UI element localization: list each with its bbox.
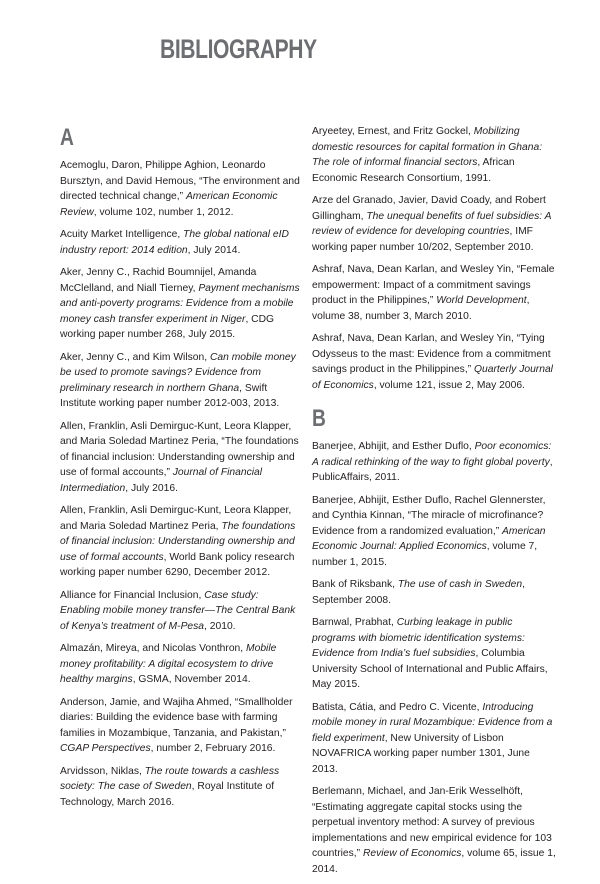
entry-text: , IMF working paper number 10/202, September 2010. <box>312 226 534 253</box>
entry-text: , September 2008. <box>312 579 525 606</box>
bibliography-column-left <box>60 124 300 817</box>
entry-text: , CDG working paper number 268, July 2015. <box>60 313 275 340</box>
entry-title-italic: American Economic Journal: Applied Economics <box>312 525 546 552</box>
entry-text: Allen, Franklin, Asli Demirguc-Kunt, Leora Klapper, and Maria Soledad Martinez Peria, <box>60 505 292 532</box>
bibliography-entry <box>312 493 558 571</box>
entry-title-italic: American Economic Review <box>60 191 278 218</box>
entry-title-italic: CGAP Perspectives <box>60 743 151 754</box>
entry-text: , GSMA, November 2014. <box>132 674 251 685</box>
entry-text: , volume 7, number 1, 2015. <box>312 541 538 568</box>
bibliography-entry <box>60 419 300 497</box>
entry-text: Bank of Riksbank, <box>312 579 398 590</box>
bibliography-entry <box>312 784 558 877</box>
bibliography-entry <box>312 700 558 778</box>
entry-text: Almazán, Mireya, and Nicolas Vonthron, <box>60 643 247 654</box>
entry-text: , July 2016. <box>125 482 178 494</box>
entry-title-italic: The route towards a cashless society: The case of Sweden <box>60 765 280 792</box>
entry-title-italic: Payment mechanisms and anti-poverty programs: Evidence from a mobile money cash transfer experiment in Niger <box>60 282 300 325</box>
entry-title-italic: Poor economics: A radical rethinking of the way to fight global poverty <box>312 441 552 468</box>
bibliography-entry <box>60 641 300 688</box>
entry-text: , Columbia University School of International and Public Affairs, May 2015. <box>312 648 548 690</box>
entry-text: Aker, Jenny C., and Kim Wilson, <box>60 351 210 363</box>
entry-text: Batista, Cátia, and Pedro C. Vicente, <box>312 701 483 713</box>
entry-title-italic: The unequal benefits of fuel subsidies: A review of evidence for developing countries <box>312 210 552 237</box>
entry-text: , volume 38, number 3, March 2010. <box>312 295 530 322</box>
entry-text: Ashraf, Nava, Dean Karlan, and Wesley Yin, “Female empowerment: Impact of a commitment savings product in the Philippines,” <box>312 264 555 306</box>
entry-text: Banerjee, Abhijit, Esther Duflo, Rachel Glennerster, and Cynthia Kinnan, “The miracle of microfinance? Evidence from a randomized evaluation,” <box>312 494 546 537</box>
entry-title-italic: Case study: Enabling mobile money transfer—The Central Bank of Kenya’s treatment of M-Pesa <box>60 589 296 632</box>
entry-text: Aryeetey, Ernest, and Fritz Gockel, <box>312 126 474 137</box>
entry-text: , number 2, February 2016. <box>150 743 276 754</box>
entry-text: Banerjee, Abhijit, and Esther Duflo, <box>312 441 475 452</box>
entry-text: Berlemann, Michael, and Jan-Erik Wesselhöft, “Estimating aggregate capital stocks using the perpetual inventory method: A survey of previous implementations and new empirical evidence for 103 countries,” <box>312 786 552 859</box>
bibliography-entry <box>312 615 558 693</box>
entry-text: Acuity Market Intelligence, <box>60 229 184 240</box>
entry-text: , PublicAffairs, 2011. <box>312 456 553 483</box>
entry-text: Acemoglu, Daron, Philippe Aghion, Leonardo Bursztyn, and David Hemous, “The environment and directed technical change,” <box>60 160 300 202</box>
entry-title-italic: The foundations of financial inclusion: Understanding ownership and use of formal accounts <box>60 520 296 563</box>
entry-text: Allen, Franklin, Asli Demirguc-Kunt, Leora Klapper, and Maria Soledad Martinez Peria, “The foundations of financial inclusion: Understanding ownership and use of formal accounts,” <box>60 420 299 478</box>
entry-title-italic: Quarterly Journal of Economics <box>312 364 553 391</box>
bibliography-entry <box>60 764 300 811</box>
entry-text: , Royal Institute of Technology, March 2016. <box>60 781 275 808</box>
entry-title-italic: Mobile money profitability: A digital ecosystem to drive healthy margins <box>60 643 277 685</box>
entry-text: , New University of Lisbon NOVAFRICA working paper number 1301, June 2013. <box>312 732 530 775</box>
entry-text: Ashraf, Nava, Dean Karlan, and Wesley Yin, “Tying Odysseus to the mast: Evidence from a commitment savings product in the Philippines,” <box>312 333 551 375</box>
bibliography-entry <box>312 262 558 324</box>
entry-text: Barnwal, Prabhat, <box>312 617 397 628</box>
section-letter-heading: A <box>60 124 74 151</box>
bibliography-entry <box>60 503 300 581</box>
entry-text: , volume 121, issue 2, May 2006. <box>373 379 525 391</box>
bibliography-entry <box>60 158 300 220</box>
bibliography-entry <box>312 331 558 393</box>
bibliography-entry <box>60 350 300 412</box>
bibliography-entry <box>60 227 300 258</box>
entry-text: Alliance for Financial Inclusion, <box>60 589 205 601</box>
entry-title-italic: Curbing leakage in public programs with biometric identification systems: Evidence from India’s fuel subsidies <box>312 617 525 659</box>
bibliography-entry <box>312 124 558 186</box>
bibliography-entry <box>312 193 558 255</box>
bibliography-entry <box>312 577 558 608</box>
bibliography-entry <box>312 439 558 486</box>
entry-title-italic: Introducing mobile money in rural Mozambique: Evidence from a field experiment <box>312 701 553 744</box>
entry-title-italic: Journal of Financial Intermediation <box>60 467 263 494</box>
entry-text: Aker, Jenny C., Rachid Boumnijel, Amanda McClelland, and Niall Tierney, <box>60 267 257 294</box>
entry-title-italic: The global national eID industry report: 2014 edition <box>60 229 289 256</box>
entry-title-italic: Mobilizing domestic resources for capital formation in Ghana: The role of informal financial sectors <box>312 126 543 168</box>
entry-text: , volume 102, number 1, 2012. <box>93 206 234 218</box>
bibliography-column-right <box>312 124 558 884</box>
entry-text: , 2010. <box>204 620 236 632</box>
entry-title-italic: The use of cash in Sweden <box>397 579 523 590</box>
entry-text: Arze del Granado, Javier, David Coady, and Robert Gillingham, <box>312 195 546 222</box>
entry-text: , World Bank policy research working paper number 6290, December 2012. <box>60 551 295 578</box>
entry-text: , Swift Institute working paper number 2012-003, 2013. <box>60 382 280 409</box>
entry-text: , African Economic Research Consortium, 1991. <box>312 157 515 184</box>
entry-text: , July 2014. <box>187 244 241 256</box>
entry-title-italic: Can mobile money be used to promote savings? Evidence from preliminary research in northern Ghana <box>60 351 296 394</box>
entry-text: Anderson, Jamie, and Wajiha Ahmed, “Smallholder diaries: Building the evidence base with farming families in Mozambique, Tanzania, and Pakistan,” <box>60 696 293 739</box>
section-letter-heading: B <box>312 405 326 432</box>
bibliography-entry <box>60 695 300 757</box>
page-title: BIBLIOGRAPHY <box>160 34 317 64</box>
entry-text: , volume 65, issue 1, 2014. <box>312 848 556 875</box>
bibliography-entry <box>60 588 300 635</box>
entry-text: Arvidsson, Niklas, <box>60 765 145 777</box>
bibliography-entry <box>60 265 300 343</box>
entry-title-italic: World Development <box>436 295 527 306</box>
entry-title-italic: Review of Economics <box>362 848 462 859</box>
